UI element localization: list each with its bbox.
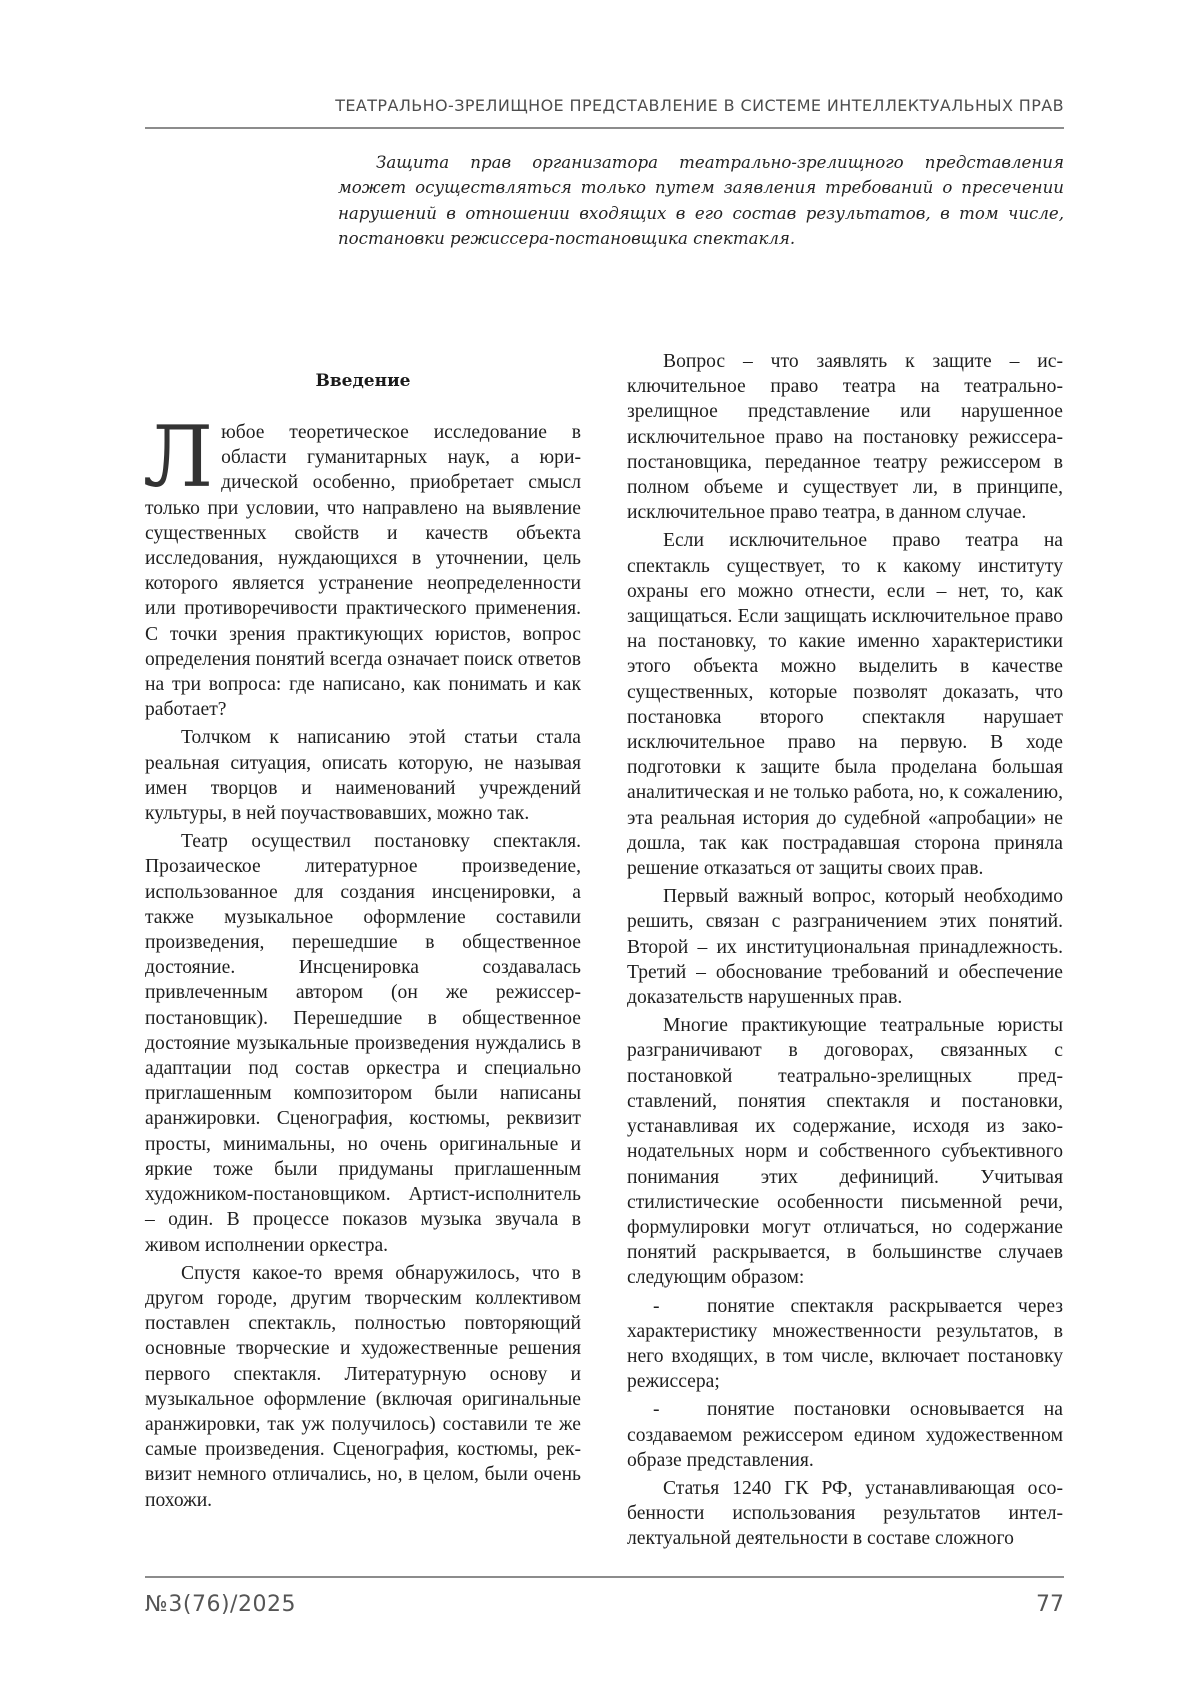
issue-number: №3(76)/2025	[145, 1592, 296, 1617]
paragraph	[145, 420, 581, 722]
header-rule	[145, 127, 1064, 129]
paragraph: Если исключительное право театра на спектакль существует, то к какому инсти­туту охраны его можно отнести, если – нет, то, как защищаться. Если защищать исклю­чительное право на постановку, то какие именно характеристики этого объекта можно выделить в качестве существенных, которые позволят доказать, что постановка второго спектакля нарушает исключительное право на первую. В ходе подготовки к защите была проделана большая аналитическая и не толь­ко работа, но, к сожалению, эта реальная история до судебной «апробации» не дошла, так как пострадавшая сторона приняла реше­ние отказаться от защиты своих прав.	[627, 528, 1063, 881]
right-column	[627, 349, 1063, 1555]
drop-cap: Л	[143, 424, 213, 490]
paragraph: Спустя какое-то время обнаружилось, что в другом городе, другим творческим кол­лективом поставлен спектакль, полностью повторяющий основные творческие и худо­жественные решения первого спектакля. Ли­тературную основу и музыкальное оформле­ние (включая оригинальные аранжировки, так уж получилось) составили те же самые произведения. Сценография, костюмы, рек­визит немного отличались, но, в целом, были очень похожи.	[145, 1261, 581, 1513]
list-item	[627, 1397, 1063, 1473]
paragraph: Вопрос – что заявлять к защите – ис­ключительное право театра на театрально-зрелищное представление или нарушенное исключительное право на постановку режис­сера-постановщика, переданное театру ре­жиссером в полном объеме и существует ли, в принципе, исключительное право театра, в данном случае.	[627, 349, 1063, 525]
bullet-dash: -	[627, 1294, 707, 1319]
list-item-text: понятие постановки основывается на создаваемом режиссером едином художе­ственном образе представления.	[627, 1399, 1063, 1470]
paragraph: Первый важный вопрос, который необхо­димо решить, связан с разграничением этих понятий. Второй – их институциональная принадлежность. Третий – обоснование тре­бований и обеспечение доказательств нару­шенных прав.	[627, 884, 1063, 1010]
list-item	[627, 1294, 1063, 1395]
running-header: ТЕАТРАЛЬНО-ЗРЕЛИЩНОЕ ПРЕДСТАВЛЕНИЕ В СИСТЕМЕ ИНТЕЛЛЕКТУАЛЬНЫХ ПРАВ	[145, 96, 1064, 115]
paragraph: Театр осуществил постановку спектакля. Прозаическое литературное произведение, использованное для создания инсценировки, а также музыкальное оформление составили произведения, перешедшие в общественное достояние. Инсценировка создавалась привлеченным автором (он же режиссер-постановщик). Перешедшие в общественное достояние музыкальные произведения нуждались в адаптации под состав оркестра и специально приглашенным композитором были написаны аранжировки. Сценография, костюмы, реквизит просты, минимальны, но очень оригинальные и яркие тоже были придуманы приглашенным художником-постановщиком. Артист-исполнитель – один. В процессе показов музыка звучала в живом исполнении оркестра.	[145, 829, 581, 1257]
footer-rule	[145, 1576, 1064, 1578]
page-number: 77	[1036, 1592, 1064, 1617]
paragraph: Толчком к написанию этой статьи ста­ла реальная ситуация, описать которую, не называя имен творцов и наименований учреждений культуры, в ней поучаствовав­ших, можно так.	[145, 725, 581, 826]
section-title: Введение	[145, 371, 581, 391]
abstract: Защита прав организатора театрально-зрелищного представления может осуществляться только путем заявления требований о пресечении нарушений в отношении входящих в его состав результатов, в том числе, постановки режиссера-постановщика спектакля.	[338, 150, 1064, 251]
list-item-text: понятие спектакля раскрывается че­рез характеристику множественности резуль­татов, в него входящих, в том числе, включает постановку режиссера;	[627, 1296, 1063, 1393]
paragraph: Статья 1240 ГК РФ, устанавливающая осо­бенности использования результатов интел­лектуальной деятельности в составе сложного	[627, 1476, 1063, 1552]
paragraph: Многие практикующие театральные юри­сты разграничивают в договорах, связанных с постановкой театрально-зрелищных пред­ставлений, понятия спектакля и постановки, устанавливая их содержание, исходя из зако­нодательных норм и собственного субъектив­ного понимания этих дефиниций. Учитывая стилистические особенности письменной речи, формулировки могут отличаться, но содержание понятий раскрывается, в боль­шинстве случаев следующим образом:	[627, 1013, 1063, 1290]
left-column	[145, 420, 581, 1516]
bullet-dash: -	[627, 1397, 707, 1422]
paragraph-text: юбое теоретическое исследование в области гуманитарных наук, а юри­дической особенно, приобретает смысл только при условии, что направлено на выявление существенных свойств и ка­честв объекта исследования, нуждающихся в уточнении, цель которого является устране­ние неопределенности или противоречиво­сти практического применения. С точки зре­ния практикующих юристов, вопрос определе­ния понятий всегда означает поиск ответов на три вопроса: где написано, как понимать и как работает?	[145, 422, 581, 720]
